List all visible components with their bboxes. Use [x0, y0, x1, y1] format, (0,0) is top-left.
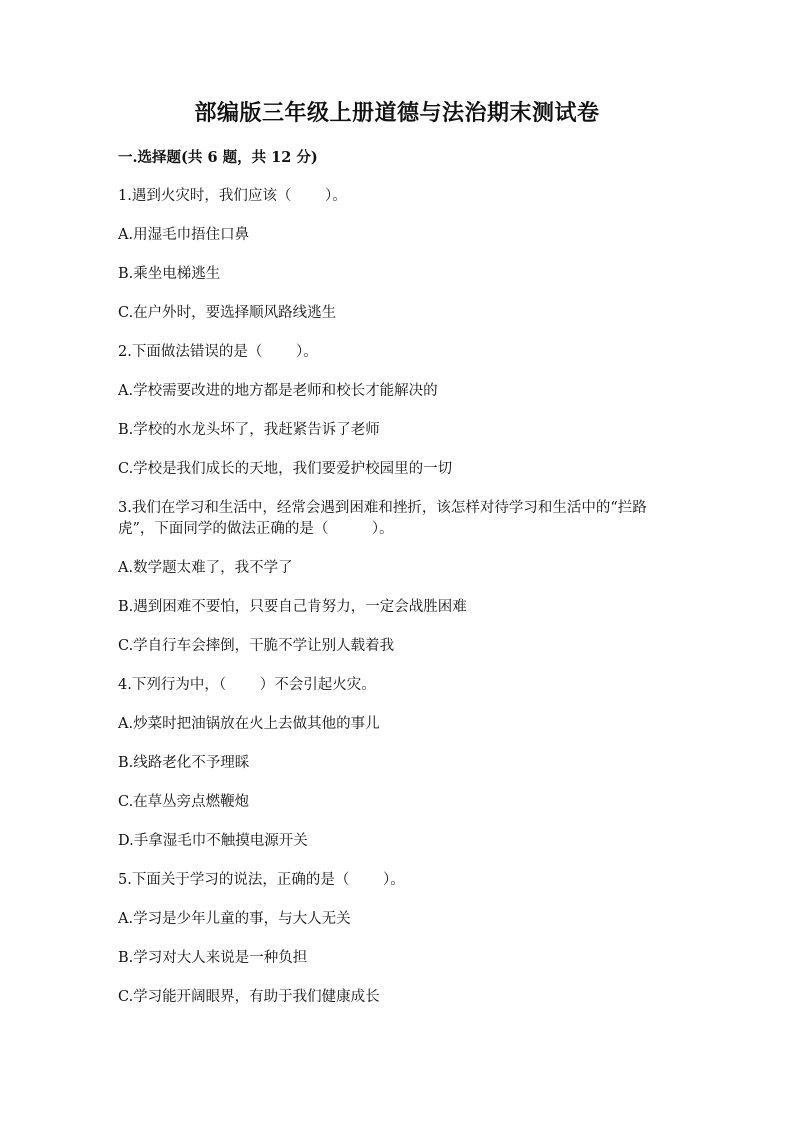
question-4	[118, 675, 678, 852]
question-2	[118, 342, 678, 480]
question-3	[118, 498, 678, 657]
question-1	[118, 186, 678, 324]
option-b: B.学校的水龙头坏了，我赶紧告诉了老师	[118, 422, 380, 438]
option-b: B.学习对大人来说是一种负担	[118, 950, 308, 966]
option-c: C.学自行车会摔倒，干脆不学让别人载着我	[118, 638, 395, 654]
question-list	[118, 186, 678, 1026]
question-stem: 3.我们在学习和生活中，经常会遇到困难和挫折，该怎样对待学习和生活中的“拦路虎”，下面同学的做法正确的是（ ）。	[118, 500, 647, 537]
option-a: A.数学题太难了，我不学了	[118, 560, 293, 576]
question-5	[118, 870, 678, 1008]
option-c: C.在草丛旁点燃鞭炮	[118, 794, 250, 810]
option-a: A.学校需要改进的地方都是老师和校长才能解决的	[118, 383, 438, 399]
option-d: D.手拿湿毛巾不触摸电源开关	[118, 833, 308, 849]
option-b: B.遇到困难不要怕，只要自己肯努力，一定会战胜困难	[118, 599, 467, 615]
option-b: B.乘坐电梯逃生	[118, 266, 221, 282]
option-c: C.学习能开阔眼界，有助于我们健康成长	[118, 989, 380, 1005]
option-c: C.学校是我们成长的天地，我们要爱护校园里的一切	[118, 461, 453, 477]
option-b: B.线路老化不予理睬	[118, 755, 250, 771]
option-c: C.在户外时，要选择顺风路线逃生	[118, 305, 337, 321]
option-a: A.用湿毛巾捂住口鼻	[118, 227, 250, 243]
question-stem: 1.遇到火灾时，我们应该（ ）。	[118, 188, 347, 204]
question-stem: 2.下面做法错误的是（ ）。	[118, 344, 318, 360]
question-stem: 5.下面关于学习的说法，正确的是（ ）。	[118, 872, 405, 888]
question-stem: 4.下列行为中，（ ）不会引起火灾。	[118, 677, 376, 693]
option-a: A.炒菜时把油锅放在火上去做其他的事儿	[118, 716, 380, 732]
option-a: A.学习是少年儿童的事，与大人无关	[118, 911, 351, 927]
section-heading: 一.选择题(共 6 题，共 12 分)	[118, 149, 318, 166]
page-title: 部编版三年级上册道德与法治期末测试卷	[194, 100, 600, 126]
